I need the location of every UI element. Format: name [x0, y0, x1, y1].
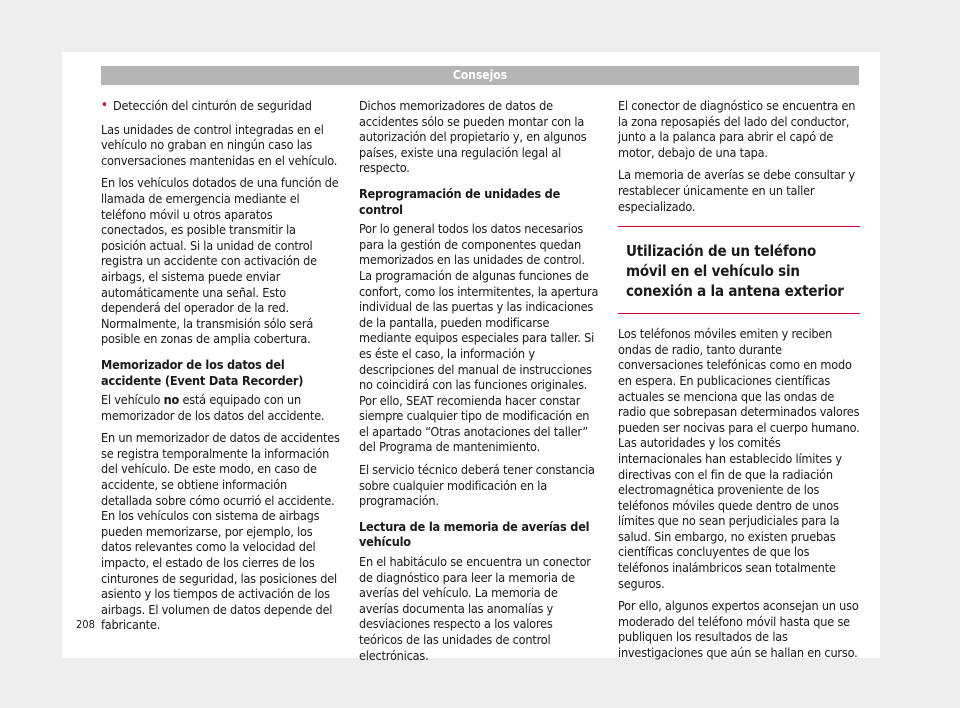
- section-header-title: Consejos: [452, 68, 508, 82]
- paragraph: La memoria de averías se debe consultar y restablecer únicamente en un taller especializado.: [618, 167, 855, 214]
- paragraph: En el habitáculo se encuentra un conector de diagnóstico para leer la memoria de averías del vehículo. La memoria de averías documenta las anomalías y desviaciones respecto a los valores teóricos de las unidades de control electrónicas.: [359, 554, 591, 663]
- text-column-2: [359, 98, 599, 670]
- paragraph: Dichos memorizadores de datos de accidentes sólo se pueden montar con la autorización del propietario y, en algunos países, existe una regulación legal al respecto.: [359, 98, 587, 176]
- paragraph: En un memorizador de datos de accidentes se registra temporalmente la información del vehículo. De este modo, en caso de accidente, se obtiene información detallada sobre cómo ocurrió el accidente. En los vehículos con sistema de airbags pueden memorizarse, por ejemplo, los datos relevantes como la velocidad del impacto, el estado de los cierres de los cinturones de seguridad, las posiciones del asiento y los tiempos de activación de los airbags. El volumen de datos depende del fabricante.: [101, 430, 340, 633]
- emphasis: no: [163, 392, 180, 408]
- paragraph: El servicio técnico deberá tener constancia sobre cualquier modificación en la programación.: [359, 462, 595, 509]
- paragraph: Por ello, algunos expertos aconsejan un uso moderado del teléfono móvil hasta que se publiquen los resultados de las investigaciones que aún se hallan en curso.: [618, 598, 859, 661]
- subheading: Reprogramación de unidades de control: [359, 185, 561, 217]
- text-column-3: [618, 98, 860, 668]
- page-number: 208: [76, 618, 95, 631]
- subheading: Memorizador de los datos del accidente (Event Data Recorder): [101, 356, 304, 388]
- paragraph: Los teléfonos móviles emiten y reciben ondas de radio, tanto durante conversaciones telefónicas como en modo en espera. En publicaciones científicas actuales se menciona que las ondas de radio que sobrepasan determinados valores pueden ser nocivas para el cuerpo humano. Las autoridades y los comités internacionales han establecido límites y directivas con el fin de que la radiación electromagnética proveniente de los teléfonos móviles quede dentro de unos límites que no sean perjudiciales para la salud. Sin embargo, no existen pruebas científicas concluyentes de que los teléfonos inalámbricos sean totalmente seguros.: [618, 326, 860, 591]
- paragraph: En los vehículos dotados de una función de llamada de emergencia mediante el teléfono móvil u otros aparatos conectados, es posible transmitir la posición actual. Si la unidad de control registra un accidente con activación de airbags, el sistema puede enviar automáticamente una señal. Esto dependerá del operador de la red. Normalmente, la transmisión sólo será posible en zonas de amplia cobertura.: [101, 175, 339, 347]
- bullet-icon: •: [101, 98, 108, 113]
- bullet-text: Detección del cinturón de seguridad: [113, 98, 312, 113]
- manual-page: [62, 52, 880, 663]
- paragraph: El conector de diagnóstico se encuentra en la zona reposapiés del lado del conductor, junto a la palanca para abrir el capó de motor, debajo de una tapa.: [618, 98, 856, 160]
- subheading: Lectura de la memoria de averías del vehículo: [359, 518, 590, 550]
- text-column-1: [101, 98, 341, 640]
- section-header-bar: [101, 66, 859, 85]
- section-heading: Utilización de un teléfono móvil en el vehículo sin conexión a la antena exterior: [618, 226, 860, 314]
- paragraph: Las unidades de control integradas en el vehículo no graban en ningún caso las conversaciones mantenidas en el vehículo.: [101, 121, 338, 168]
- bullet-item: [101, 98, 341, 114]
- paragraph: El vehículo no está equipado con un memorizador de los datos del accidente.: [101, 392, 325, 423]
- paragraph: Por lo general todos los datos necesarios para la gestión de componentes quedan memorizados en las unidades de control. La programación de algunas funciones de confort, como los intermitentes, la apertura individual de las puertas y las indicaciones de la pantalla, pueden modificarse mediante equipos especiales para taller. Si es éste el caso, la información y descripciones del manual de instrucciones no coincidirá con las funciones originales. Por ello, SEAT recomienda hacer constar siempre cualquier tipo de modificación en el apartado “Otras anotaciones del taller” del Programa de mantenimiento.: [359, 221, 599, 455]
